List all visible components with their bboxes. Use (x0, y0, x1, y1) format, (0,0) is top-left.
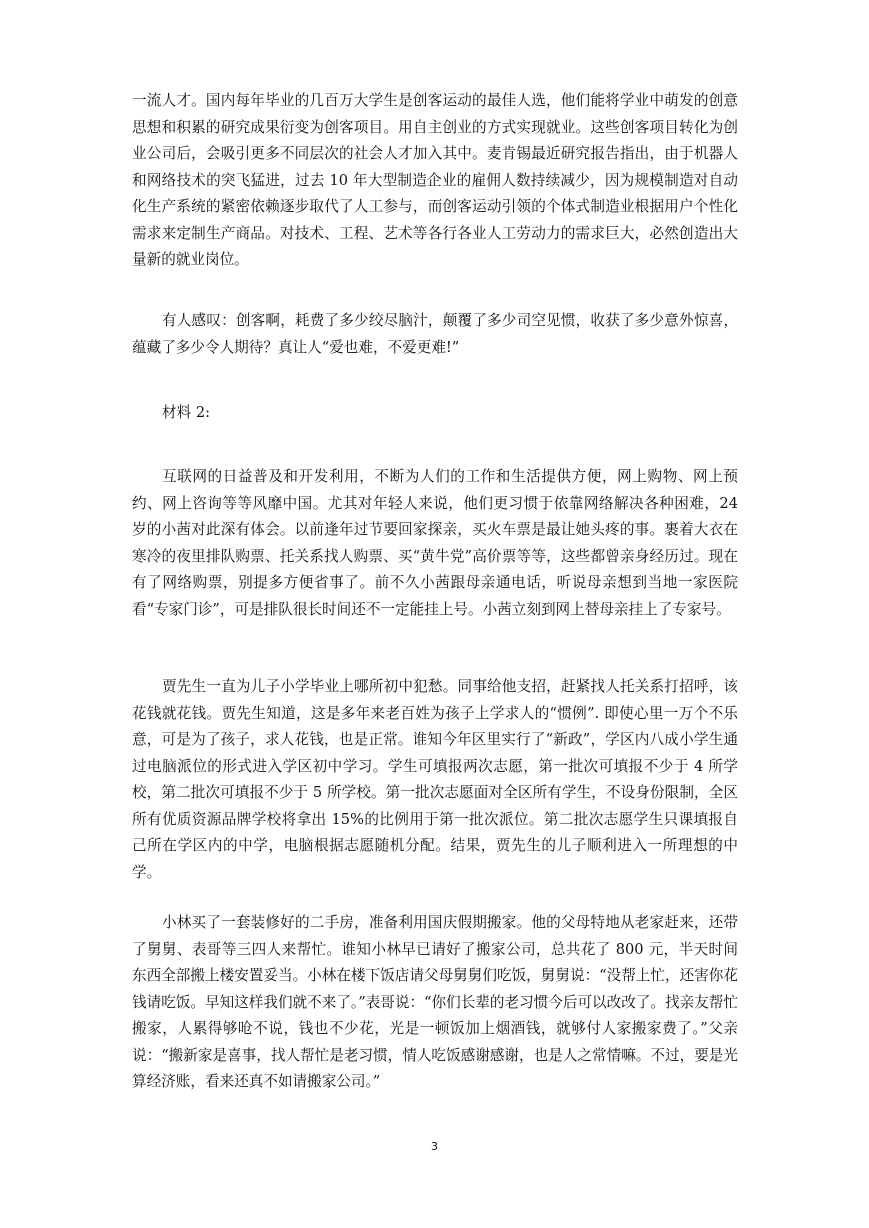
paragraph-creator-sigh: 有人感叹：创客啊，耗费了多少绞尽脑汁，颠覆了多少司空见惯，收获了多少意外惊喜，蕴藏了多少令人期待？真让人“爱也难，不爱更难!” (132, 312, 738, 356)
paragraph-internet: 互联网的日益普及和开发利用，不断为人们的工作和生活提供方便，网上购物、网上预约、网上咨询等等风靡中国。尤其对年轻人来说，他们更习惯于依靠网络解决各种困难，24 岁的小茜对此深有体会。以前逢年过节要回家探亲，买火车票是最让她头疼的事。裹着大衣在寒冷的夜里排队购票、托关系找人购票、买“黄牛党”高价票等等，这些都曾亲身经历过。现在有了网络购票，别提多方便省事了。前不久小茜跟母亲通电话，听说母亲想到当地一家医院看“专家门诊”，可是排队很长时间还不一定能挂上号。小茜立刻到网上替母亲挂上了专家号。 (132, 468, 738, 618)
paragraph-creator-talent: 一流人才。国内每年毕业的几百万大学生是创客运动的最佳人选，他们能将学业中萌发的创意思想和积累的研究成果衍变为创客项目。用自主创业的方式实现就业。这些创客项目转化为创业公司后，会吸引更多不同层次的社会人才加入其中。麦肯锡最近研究报告指出，由于机器人和网络技术的突飞猛进，过去 10 年大型制造企业的雇佣人数持续减少，因为规模制造对自动化生产系统的紧密依赖逐步取代了人工参与，而创客运动引领的个体式制造业根据用户个性化需求来定制生产商品。对技术、工程、艺术等各行各业人工劳动力的需求巨大，必然创造出大量新的就业岗位。 (132, 92, 738, 268)
paragraph-xiao-lin: 小林买了一套装修好的二手房，准备利用国庆假期搬家。他的父母特地从老家赶来，还带了舅舅、表哥等三四人来帮忙。谁知小林早已请好了搬家公司，总共花了 800 元，半天时间东西全部搬上楼安置妥当。小林在楼下饭店请父母舅舅们吃饭，舅舅说：“没帮上忙，还害你花钱请吃饭。早知这样我们就不来了。”表哥说：“你们长辈的老习惯今后可以改改了。找亲友帮忙搬家，人累得够呛不说，钱也不少花，光是一顿饭加上烟酒钱，就够付人家搬家费了。”父亲说：“搬新家是喜事，找人帮忙是老习惯，情人吃饭感谢感谢，也是人之常情嘛。不过，要是光算经济账，看来还真不如请搬家公司。” (132, 914, 738, 1090)
paragraph-mr-jia: 贾先生一直为儿子小学毕业上哪所初中犯愁。同事给他支招，赶紧找人托关系打招呼，该花钱就花钱。贾先生知道，这是多年来老百姓为孩子上学求人的“惯例”. 即使心里一万个不乐意，可是为了孩子，求人花钱，也是正常。谁知今年区里实行了“新政”，学区内八成小学生通过电脑派位的形式进入学区初中学习。学生可填报两次志愿，第一批次可填报不少于 4 所学校，第二批次可填报不少于 5 所学校。第一批次志愿面对全区所有学生，不设身份限制，全区所有优质资源品牌学校将拿出 15%的比例用于第一批次派位。第二批次志愿学生只课填报自己所在学区内的中学，电脑根据志愿随机分配。结果，贾先生的儿子顺利进入一所理想的中学。 (132, 678, 738, 881)
material-2-heading: 材料 2: (162, 404, 211, 421)
page-number: 3 (431, 1140, 438, 1153)
